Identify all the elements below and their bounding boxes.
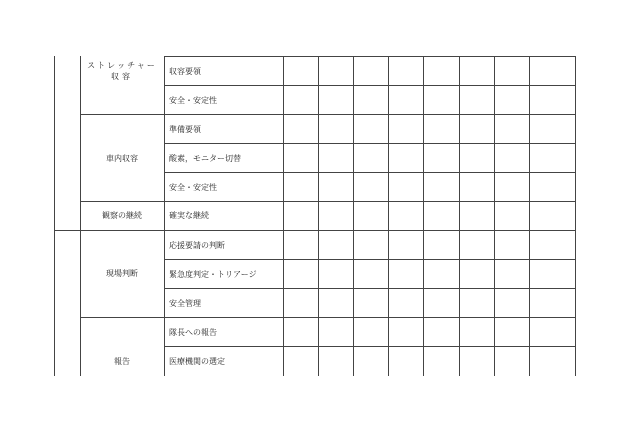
col-line bbox=[318, 56, 319, 376]
row-line bbox=[80, 114, 576, 115]
category-label: 収容 bbox=[111, 72, 133, 81]
category-label: 観察の継続 bbox=[102, 211, 142, 220]
row-line bbox=[164, 259, 576, 260]
row-line bbox=[80, 317, 576, 318]
col-line bbox=[575, 56, 576, 376]
row-line bbox=[164, 56, 576, 57]
item-label: 安全管理 bbox=[169, 299, 201, 308]
item-label: 安全・安定性 bbox=[169, 183, 217, 192]
item-label: 医療機関の選定 bbox=[169, 357, 225, 366]
item-label: 確実な継続 bbox=[169, 211, 209, 220]
item-label: 収容要領 bbox=[169, 67, 201, 76]
category-label: 現場判断 bbox=[106, 269, 138, 278]
row-line bbox=[164, 346, 576, 347]
row-line bbox=[164, 85, 576, 86]
item-label: 緊急度判定・トリアージ bbox=[169, 270, 257, 279]
row-line bbox=[164, 143, 576, 144]
col-line bbox=[494, 56, 495, 376]
col-line bbox=[459, 56, 460, 376]
category-label: 車内収容 bbox=[106, 154, 138, 163]
row-line bbox=[164, 288, 576, 289]
col-line bbox=[164, 56, 165, 376]
col-line bbox=[283, 56, 284, 376]
category-label: ストレッチャー bbox=[87, 61, 157, 70]
col-line bbox=[423, 56, 424, 376]
item-label: 酸素，モニター切替 bbox=[169, 154, 241, 163]
row-line bbox=[54, 230, 576, 231]
item-label: 応援要請の判断 bbox=[169, 241, 225, 250]
item-label: 安全・安定性 bbox=[169, 96, 217, 105]
row-line bbox=[80, 201, 576, 202]
col-line bbox=[388, 56, 389, 376]
row-line bbox=[164, 172, 576, 173]
col-line bbox=[353, 56, 354, 376]
col-line bbox=[54, 56, 55, 376]
item-label: 準備要領 bbox=[169, 125, 201, 134]
category-label: 報告 bbox=[114, 357, 130, 366]
col-line bbox=[529, 56, 530, 376]
item-label: 隊長への報告 bbox=[169, 328, 217, 337]
